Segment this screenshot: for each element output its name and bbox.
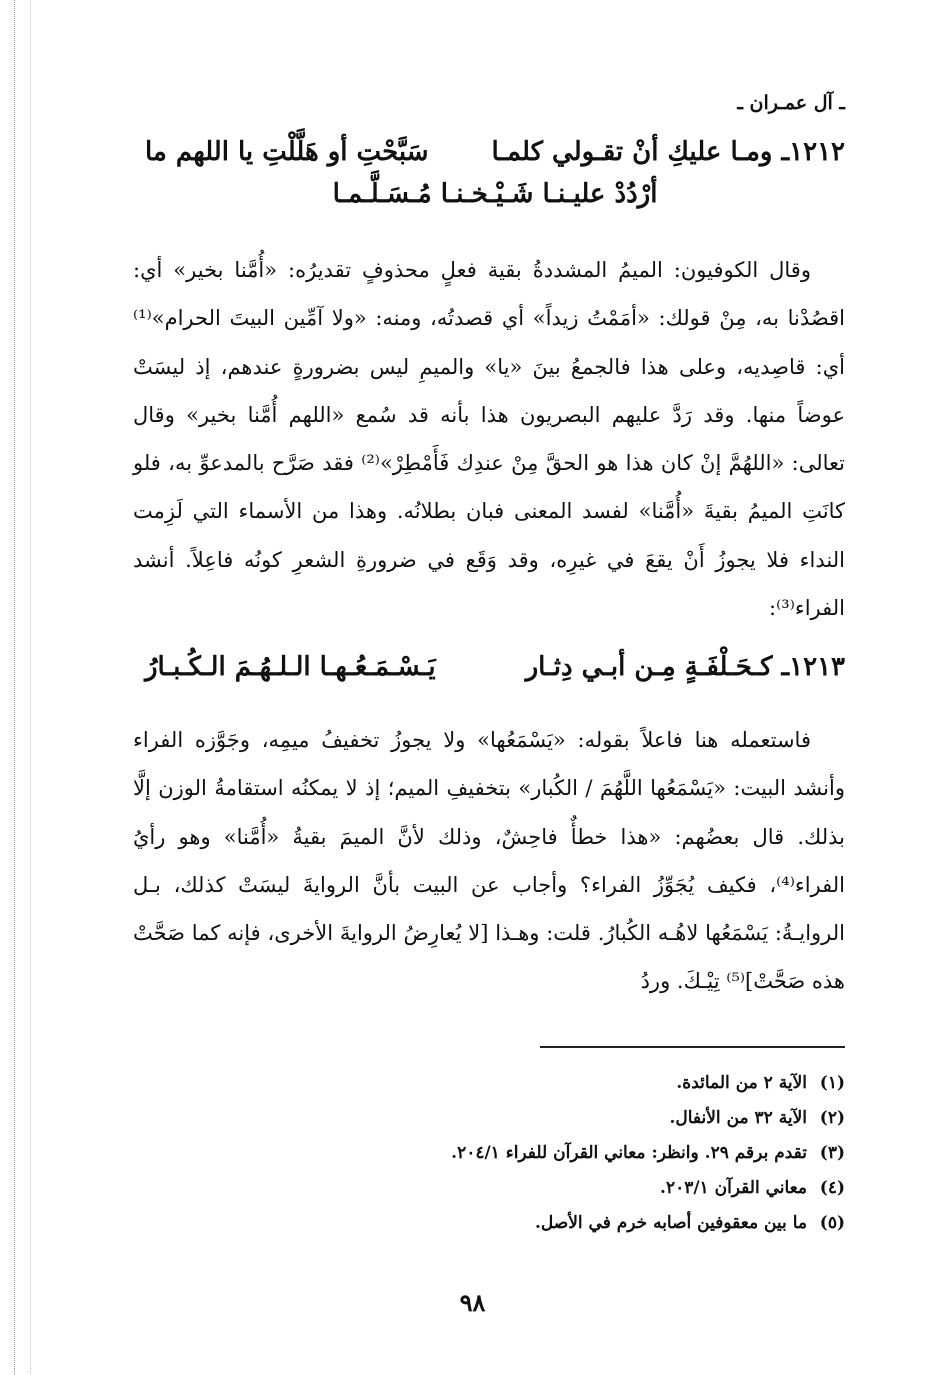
footnote-text: ما بين معقوفين أصابه خرم في الأصل. [534, 1213, 807, 1233]
footnote-number: (١) [819, 1073, 845, 1093]
paragraph-text: وقال الكوفيون: الميمُ المشددةُ بقية فعلٍ محذوفٍ تقديرُه: «أُمَّنا بخير» أي: اقصُدْنا به، مِنْ قولك: «أمَمْتُ زيداً» أي قصدتُه، ومنه: «ولا آمِّين البيتَ الحرام»⁽¹⁾ أي: قاصِديه، وعلى هذا فالجمعُ بينَ «يا» والميمِ ليس بضرورةٍ عندهم، إذ ليسَتْ عوضاً منها. وقد رَدَّ عليهم البصريون هذا بأنه قد سُمع «اللهم أُمَّنا بخير» وقال تعالى: «اللهُمَّ إنْ كان هذا هو الحقَّ مِنْ عندِك فَأَمْطِرْ»⁽²⁾ فقد صَرَّح بالمدعوِّ به، فلو كانَتِ الميمُ بقيةَ «أُمَّنا» لفسد المعنى فبان بطلانُه. وهذا من الأسماء التي لَزِمت النداء فلا يجوزُ أَنْ يقعَ في غيرِه، وقد وَقَع في ضرورةِ الشعرِ كونُه فاعِلاً. أنشد الفراء⁽³⁾: [133, 258, 845, 621]
paragraph-text: فاستعمله هنا فاعلاً بقوله: «يَسْمَعُها» ولا يجوزُ تخفيفُ ميمِه، وجَوَّزه الفراء وأنشد البيت: «يَسْمَعُها اللَّهُمَ / الكُبار» بتخفيفِ الميم؛ إذ لا يمكنُه استقامةُ الوزن إلَّا بذلك. قال بعضُهم: «هذا خطأٌ فاحِشٌ، وذلك لأنَّ الميمَ بقيةُ «أُمَّنا» وهو رأيُ الفراء⁽⁴⁾، فكيف يُجَوِّزُ الفراء؟ وأجاب عن البيت بأنَّ الروايةَ ليسَتْ كذلك، بـل الروايـةُ: يَسْمَعُها لاهُـه الكُبارُ. قلت: وهـذا [لا يُعارِضُ الروايةَ الأخرى، فإنه كما صَحَّتْ هذه صَحَّتْ]⁽⁵⁾ تِيْـكَ. وردُ [133, 728, 845, 994]
scan-edge-line [14, 0, 15, 1375]
footnote-text: الآية ٢ من المائدة. [676, 1073, 807, 1093]
running-head: ـ آل عمـران ـ [737, 92, 845, 114]
footnote-text: تقدم برقم ٢٩. وانظر: معاني القرآن للفراء ٢٠٤/١. [451, 1143, 807, 1163]
verse-1213 [145, 646, 845, 688]
verse-1213-second-hemistich: يَـسْـمَـعُـهـا الـلـهُـمَ الـكُـبـارُ [145, 652, 436, 682]
footnote-number: (٢) [819, 1108, 845, 1128]
footnote-number: (٣) [819, 1143, 845, 1163]
scan-edge-line [30, 0, 31, 1375]
footnote-item [133, 1206, 845, 1241]
verse-1212-first-hemistich: ١٢١٢ـ ومـا عليكِ أنْ تقـولي كلمـا [491, 137, 845, 167]
footnote-separator [540, 1046, 845, 1048]
footnote-text: معاني القرآن ٢٠٣/١. [660, 1178, 807, 1198]
verse-1212 [145, 131, 845, 215]
footnote-item [133, 1066, 845, 1101]
verse-1212-line-1 [145, 131, 845, 173]
verse-1213-first-hemistich: ١٢١٣ـ كـحَـلْفَـةٍ مِـن أبـي دِثـار [525, 652, 845, 682]
footnote-number: (٥) [819, 1213, 845, 1233]
footnote-number: (٤) [819, 1178, 845, 1198]
footnotes [133, 1066, 845, 1241]
footnote-item [133, 1136, 845, 1171]
verse-1212-second-hemistich: سَبَّحْتِ أو هَلَّلْتِ يا اللهم ما [145, 137, 429, 167]
paragraph-istamalahu [133, 716, 845, 1006]
footnote-item [133, 1171, 845, 1206]
page-number: ٩٨ [459, 1288, 486, 1317]
footnote-text: الآية ٣٢ من الأنفال. [669, 1108, 807, 1128]
verse-1212-line-2: أرْدُدْ عليـنـا شَـيْـخـنـا مُـسَـلَّـمـا [332, 179, 658, 209]
verse-1213-line [145, 646, 845, 688]
paragraph-kufiyun [133, 246, 845, 632]
footnote-item [133, 1101, 845, 1136]
